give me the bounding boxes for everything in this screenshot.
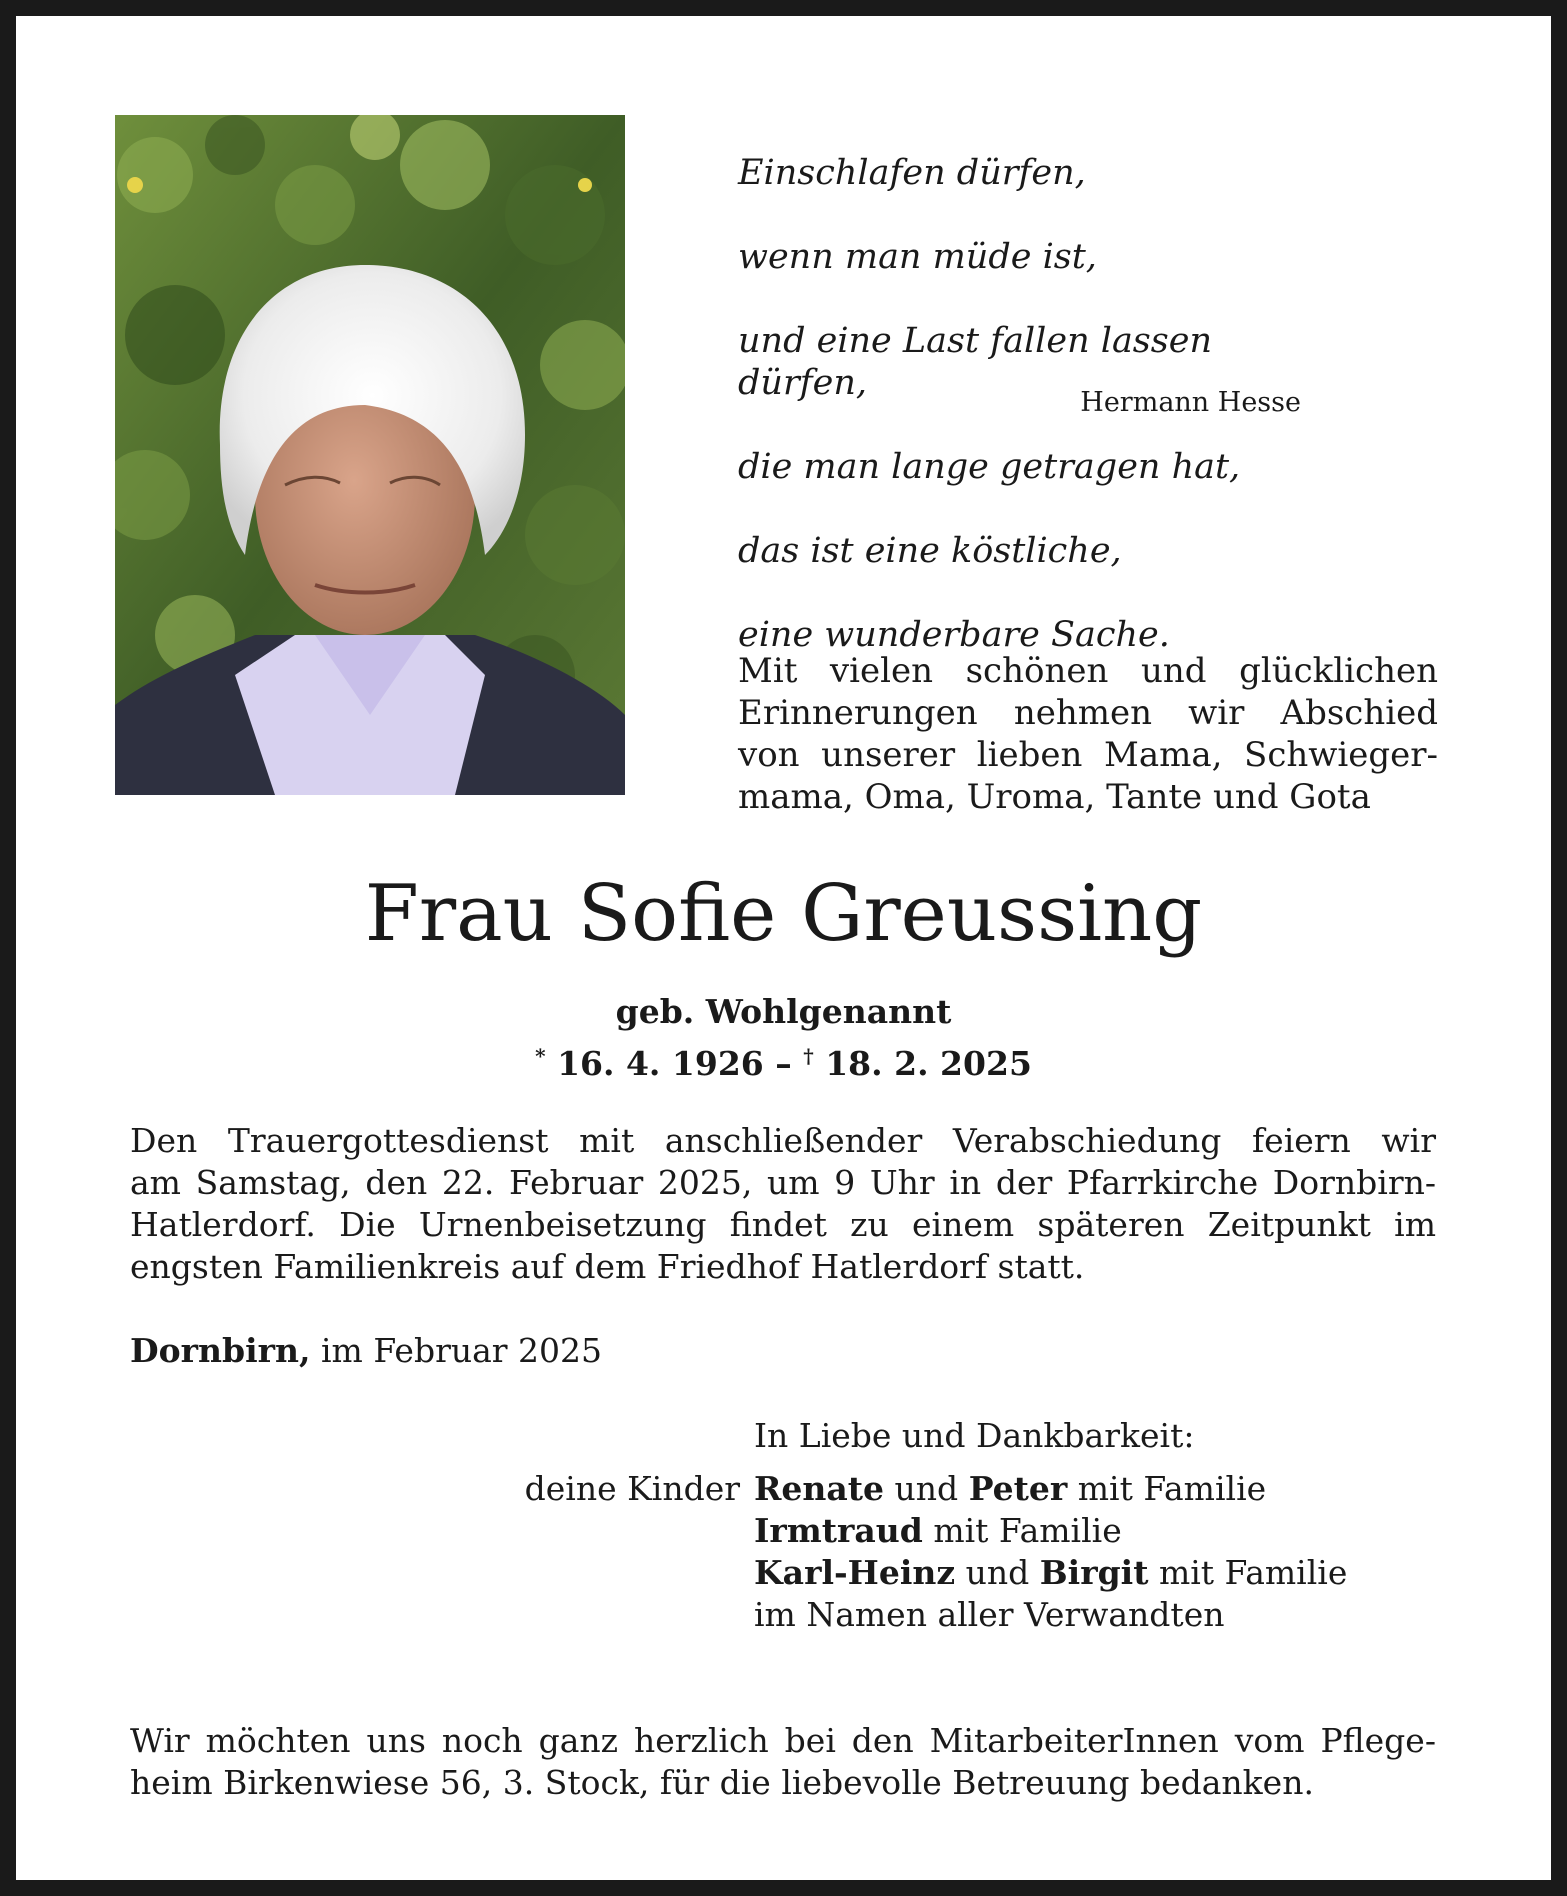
- service-line: am Samstag, den 22. Februar 2025, um 9 Uhr in der Pfarrkirche Dornbirn-: [130, 1163, 1436, 1202]
- mourner-name: Birgit: [1039, 1553, 1149, 1592]
- birth-date: 16. 4. 1926: [557, 1044, 764, 1083]
- mourner-rest: mit Familie: [1077, 1469, 1267, 1508]
- mourner-rest: mit Familie: [1158, 1553, 1348, 1592]
- poem-line: das ist eine köstliche,: [738, 531, 1122, 571]
- service-text: [130, 1120, 1436, 1288]
- intro-text: [738, 650, 1438, 818]
- place-date-text: im Februar 2025: [321, 1331, 603, 1370]
- mourner-name: Irmtraud: [754, 1511, 923, 1550]
- poem-line: eine wunderbare Sache.: [738, 615, 1170, 655]
- intro-line: Mit vielen schönen und glücklichen: [738, 651, 1438, 691]
- intro-line: von unserer lieben Mama, Schwieger-: [738, 735, 1438, 775]
- mourner-row: [754, 1552, 1347, 1594]
- mourner-name: Peter: [968, 1469, 1068, 1508]
- birth-name: geb. Wohlgenannt: [615, 992, 952, 1031]
- mourner-conj: und: [965, 1553, 1030, 1592]
- poem-line: die man lange getragen hat,: [738, 447, 1241, 487]
- mourner-name: Karl-Heinz: [754, 1553, 956, 1592]
- poem-line: und eine Last fallen lassen dürfen,: [738, 321, 1212, 403]
- poem-author: Hermann Hesse: [1080, 387, 1301, 418]
- mourners-heading: In Liebe und Dankbarkeit:: [754, 1416, 1195, 1455]
- life-dates: [0, 1036, 1567, 1084]
- poem-line: wenn man müde ist,: [738, 237, 1097, 277]
- mourner-name: Renate: [754, 1469, 885, 1508]
- service-line: engsten Familienkreis auf dem Friedhof Hatlerdorf statt.: [130, 1247, 1085, 1286]
- thanks-text: [130, 1720, 1436, 1804]
- kids-label: deine Kinder: [524, 1469, 740, 1508]
- birth-symbol: *: [535, 1044, 546, 1068]
- death-symbol: †: [803, 1044, 814, 1068]
- thanks-line: heim Birkenwiese 56, 3. Stock, für die liebevolle Betreuung bedanken.: [130, 1763, 1314, 1802]
- portrait-photo: [115, 115, 625, 795]
- mourners-list: [754, 1468, 1347, 1636]
- date-separator: –: [775, 1044, 792, 1083]
- poem-line: Einschlafen dürfen,: [738, 153, 1086, 193]
- mourner-conj: und: [894, 1469, 959, 1508]
- intro-line: Erinnerungen nehmen wir Abschied: [738, 693, 1438, 733]
- service-line: Den Trauergottesdienst mit anschließender Verabschiedung feiern wir: [130, 1121, 1436, 1160]
- place-date: [130, 1330, 602, 1372]
- intro-line: mama, Oma, Uroma, Tante und Gota: [738, 777, 1371, 817]
- mourner-row: [754, 1510, 1347, 1552]
- mourner-rest: mit Familie: [933, 1511, 1122, 1550]
- mourner-row: [754, 1468, 1347, 1510]
- thanks-line: Wir möchten uns noch ganz herzlich bei den MitarbeiterInnen vom Pflege-: [130, 1721, 1436, 1760]
- death-date: 18. 2. 2025: [825, 1044, 1032, 1083]
- mourners-closing: im Namen aller Verwandten: [754, 1595, 1225, 1634]
- place-city: Dornbirn,: [130, 1331, 311, 1370]
- service-line: Hatlerdorf. Die Urnenbeisetzung findet zu einem späteren Zeitpunkt im: [130, 1205, 1436, 1244]
- deceased-name: Frau Sofie Greussing: [364, 869, 1203, 959]
